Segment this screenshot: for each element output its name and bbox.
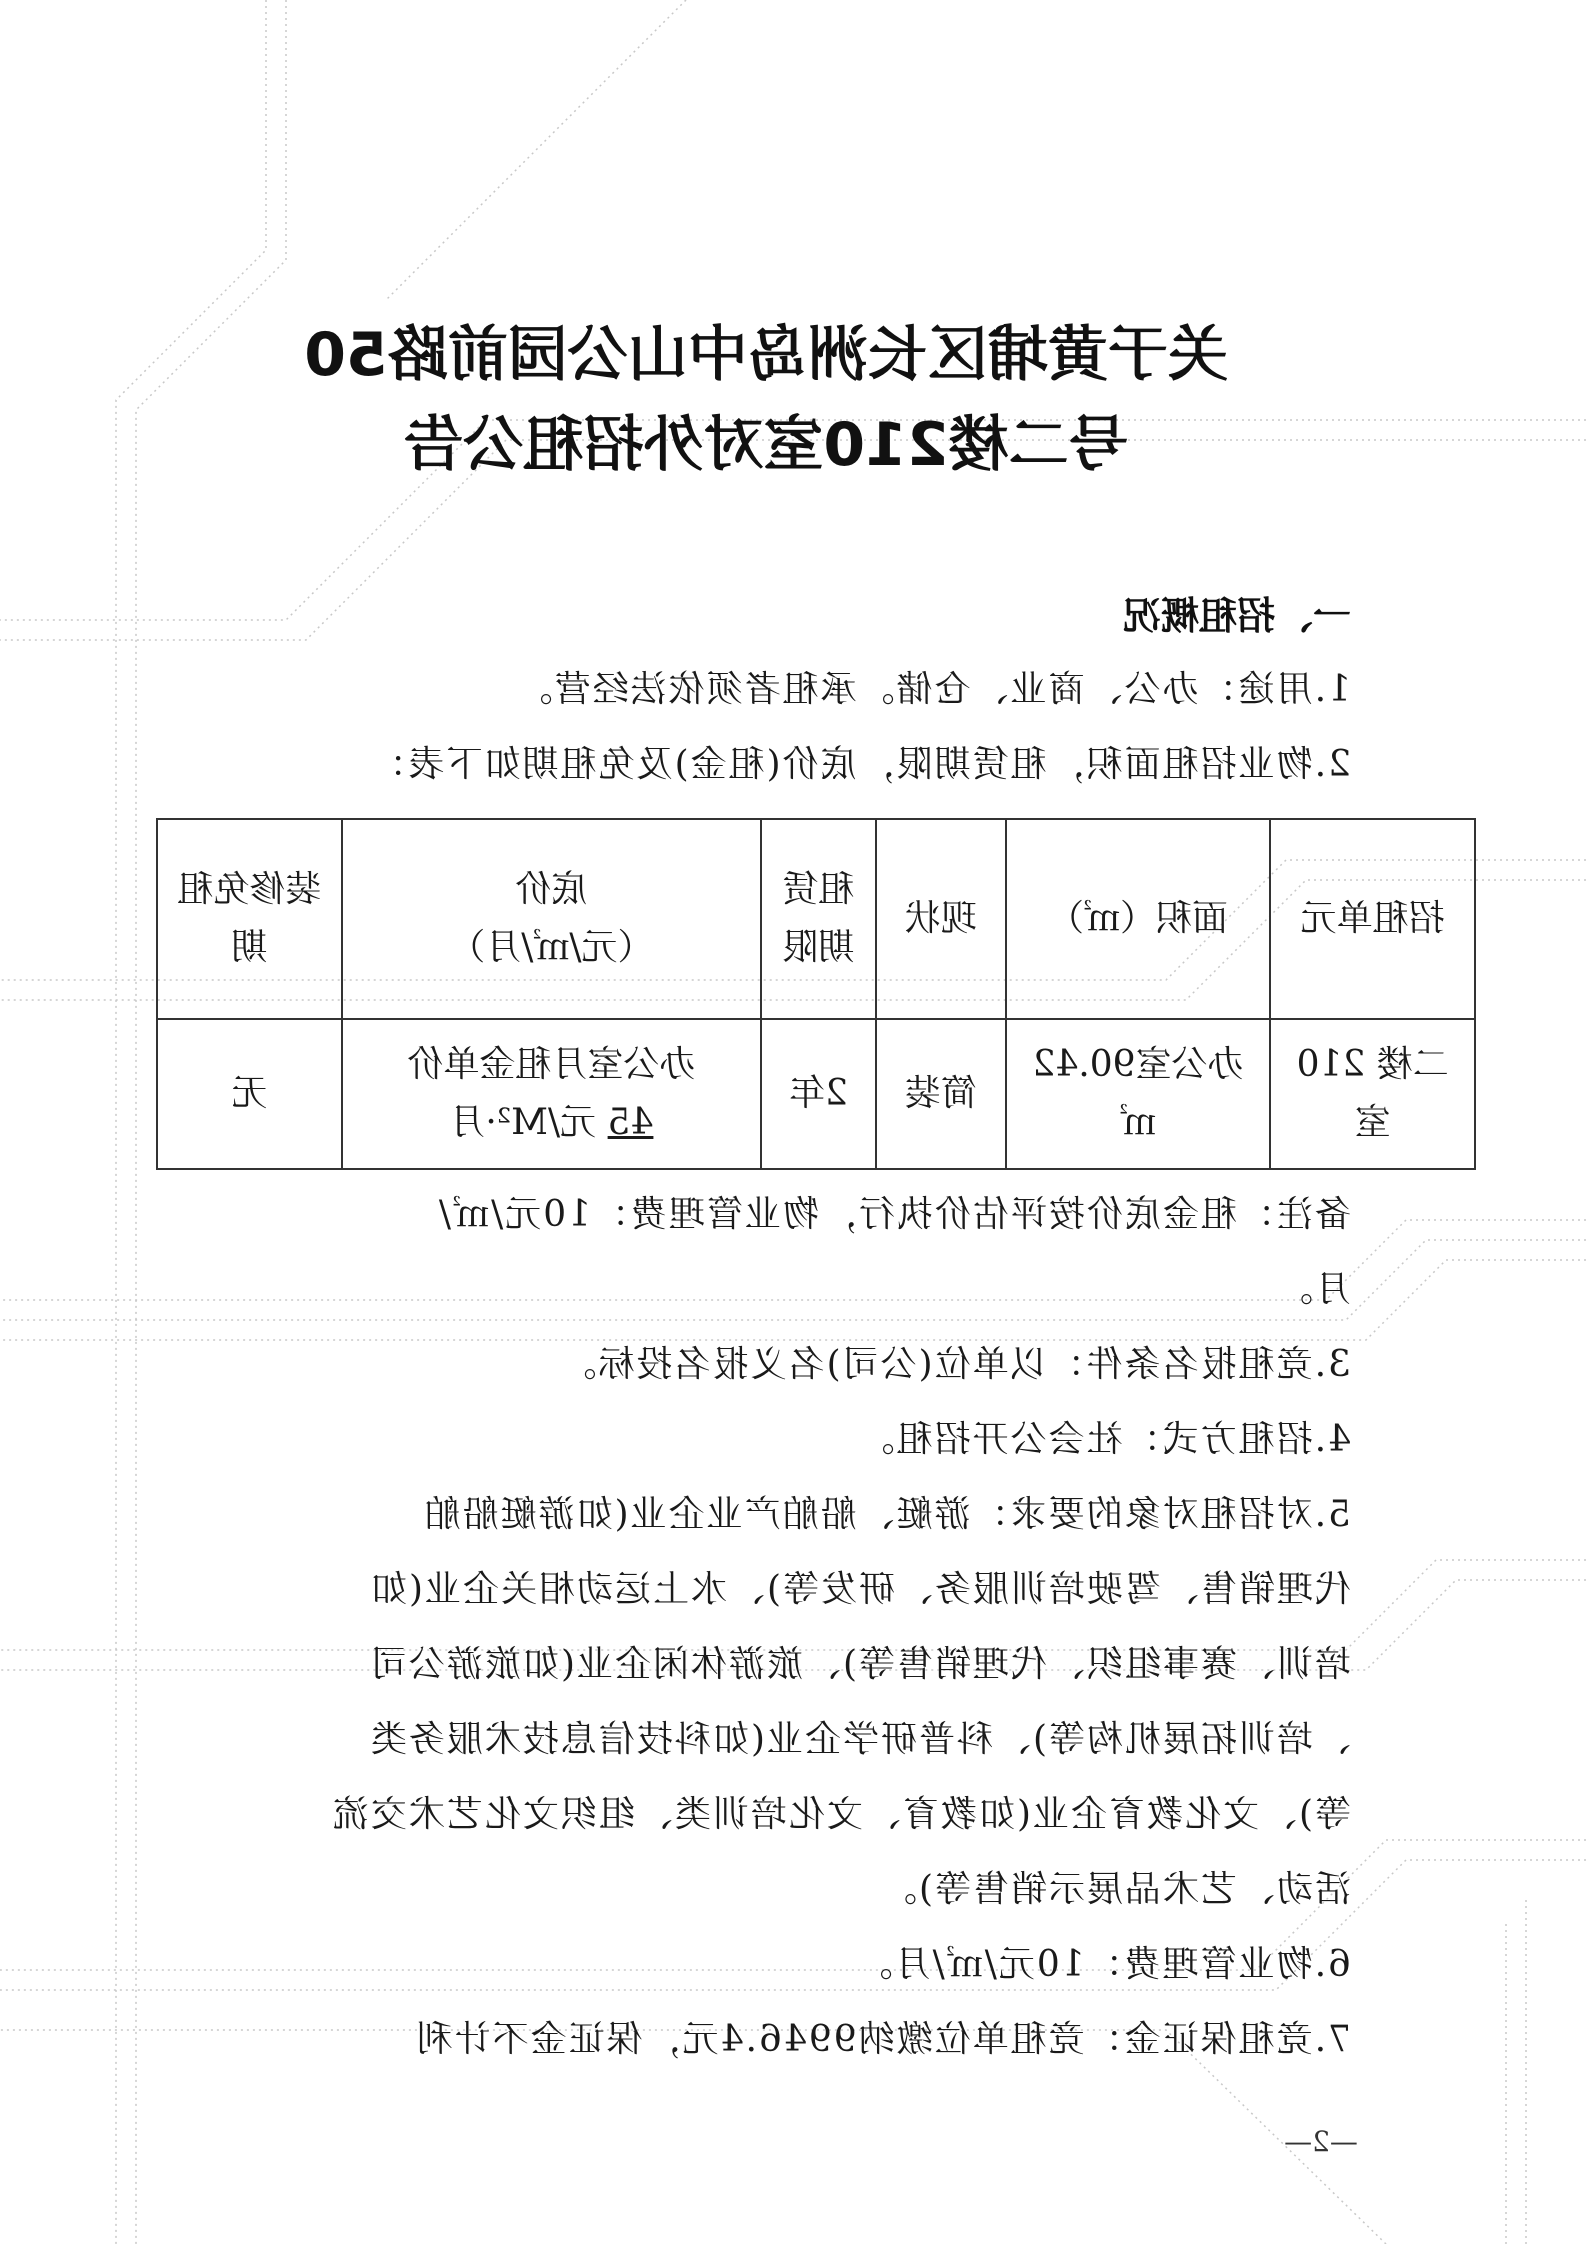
header-price-label: 底价 <box>515 869 588 910</box>
item-tenant-requirements-line-2: 代理销售、驾驶培训服务、研发等)、水上运动相关企业(如 <box>368 1569 1351 1610</box>
table-row <box>157 1019 1475 1169</box>
item-property-table-intro: 2.物业招租面积，租赁期限，底价(租金)及免租期如下表： <box>368 744 1351 785</box>
item-tenant-requirements-line-4: 、培训拓展机构等)、科普研学企业(如科技信息技术服务类 <box>368 1719 1351 1760</box>
cell-term: 2年 <box>761 1019 876 1169</box>
page-number: —2— <box>1284 2125 1358 2158</box>
item-tenant-requirements-line-1: 5.对招租对象的要求：游艇、船舶产业企业(如游艇船舶 <box>422 1494 1351 1535</box>
remark-line-1: 备注：租金底价按评估价执行，物业管理费：10元/㎡/ <box>436 1194 1351 1235</box>
cell-unit: 二楼 210室 <box>1270 1019 1475 1169</box>
cell-price <box>342 1019 761 1169</box>
header-term: 租赁期限 <box>761 819 876 1019</box>
item-tenant-requirements-line-5: 等)、文化教育企业(如教育、文化培训类、组织文化艺术交流 <box>330 1794 1351 1835</box>
item-tenant-requirements-line-6: 活动、艺术品展示销售等)。 <box>878 1869 1351 1910</box>
cell-price-value-line <box>353 1094 750 1152</box>
rental-table <box>156 818 1476 1170</box>
cell-price-value: 45 <box>607 1102 654 1143</box>
header-decoration-free-period: 装修免租期 <box>157 819 342 1019</box>
item-rental-method: 4.招租方式：社会公开招租。 <box>856 1419 1351 1460</box>
cell-free-period: 无 <box>157 1019 342 1169</box>
header-price <box>342 819 761 1019</box>
item-registration-conditions: 3.竞租报名条件：以单位(公司)名义报名投标。 <box>558 1344 1351 1385</box>
header-status: 现状 <box>876 819 1006 1019</box>
item-management-fee: 6.物业管理费：10元/㎡/月。 <box>854 1944 1351 1985</box>
item-usage: 1.用途：办公、商业、仓储。承租者须依法经营。 <box>514 669 1351 710</box>
header-unit: 招租单元 <box>1270 819 1475 1019</box>
cell-price-label: 办公室月租金单价 <box>407 1044 696 1085</box>
document-title-line-1: 关于黄埔区长洲岛中山公园前路50 <box>304 320 1228 390</box>
cell-price-unit: 元/M²·月 <box>449 1102 597 1143</box>
header-price-unit: （元/㎡/月） <box>449 927 654 968</box>
document-title-line-2: 号二楼210室对外招租公告 <box>403 410 1129 480</box>
item-deposit: 7.竞租保证金：竞租单位缴纳9946.4元，保证金不计利 <box>414 2019 1351 2060</box>
header-area: 面积（㎡） <box>1006 819 1271 1019</box>
cell-area: 办公室90.42㎡ <box>1006 1019 1271 1169</box>
cell-status: 简装 <box>876 1019 1006 1169</box>
remark-line-2: 月。 <box>1274 1269 1351 1310</box>
table-header-row <box>157 819 1475 1019</box>
section-heading-rental-overview: 一、招租概况 <box>1122 594 1351 638</box>
item-tenant-requirements-line-3: 培训、赛事组织、代理销售等)、旅游休闲企业(如旅游公司 <box>368 1644 1351 1685</box>
